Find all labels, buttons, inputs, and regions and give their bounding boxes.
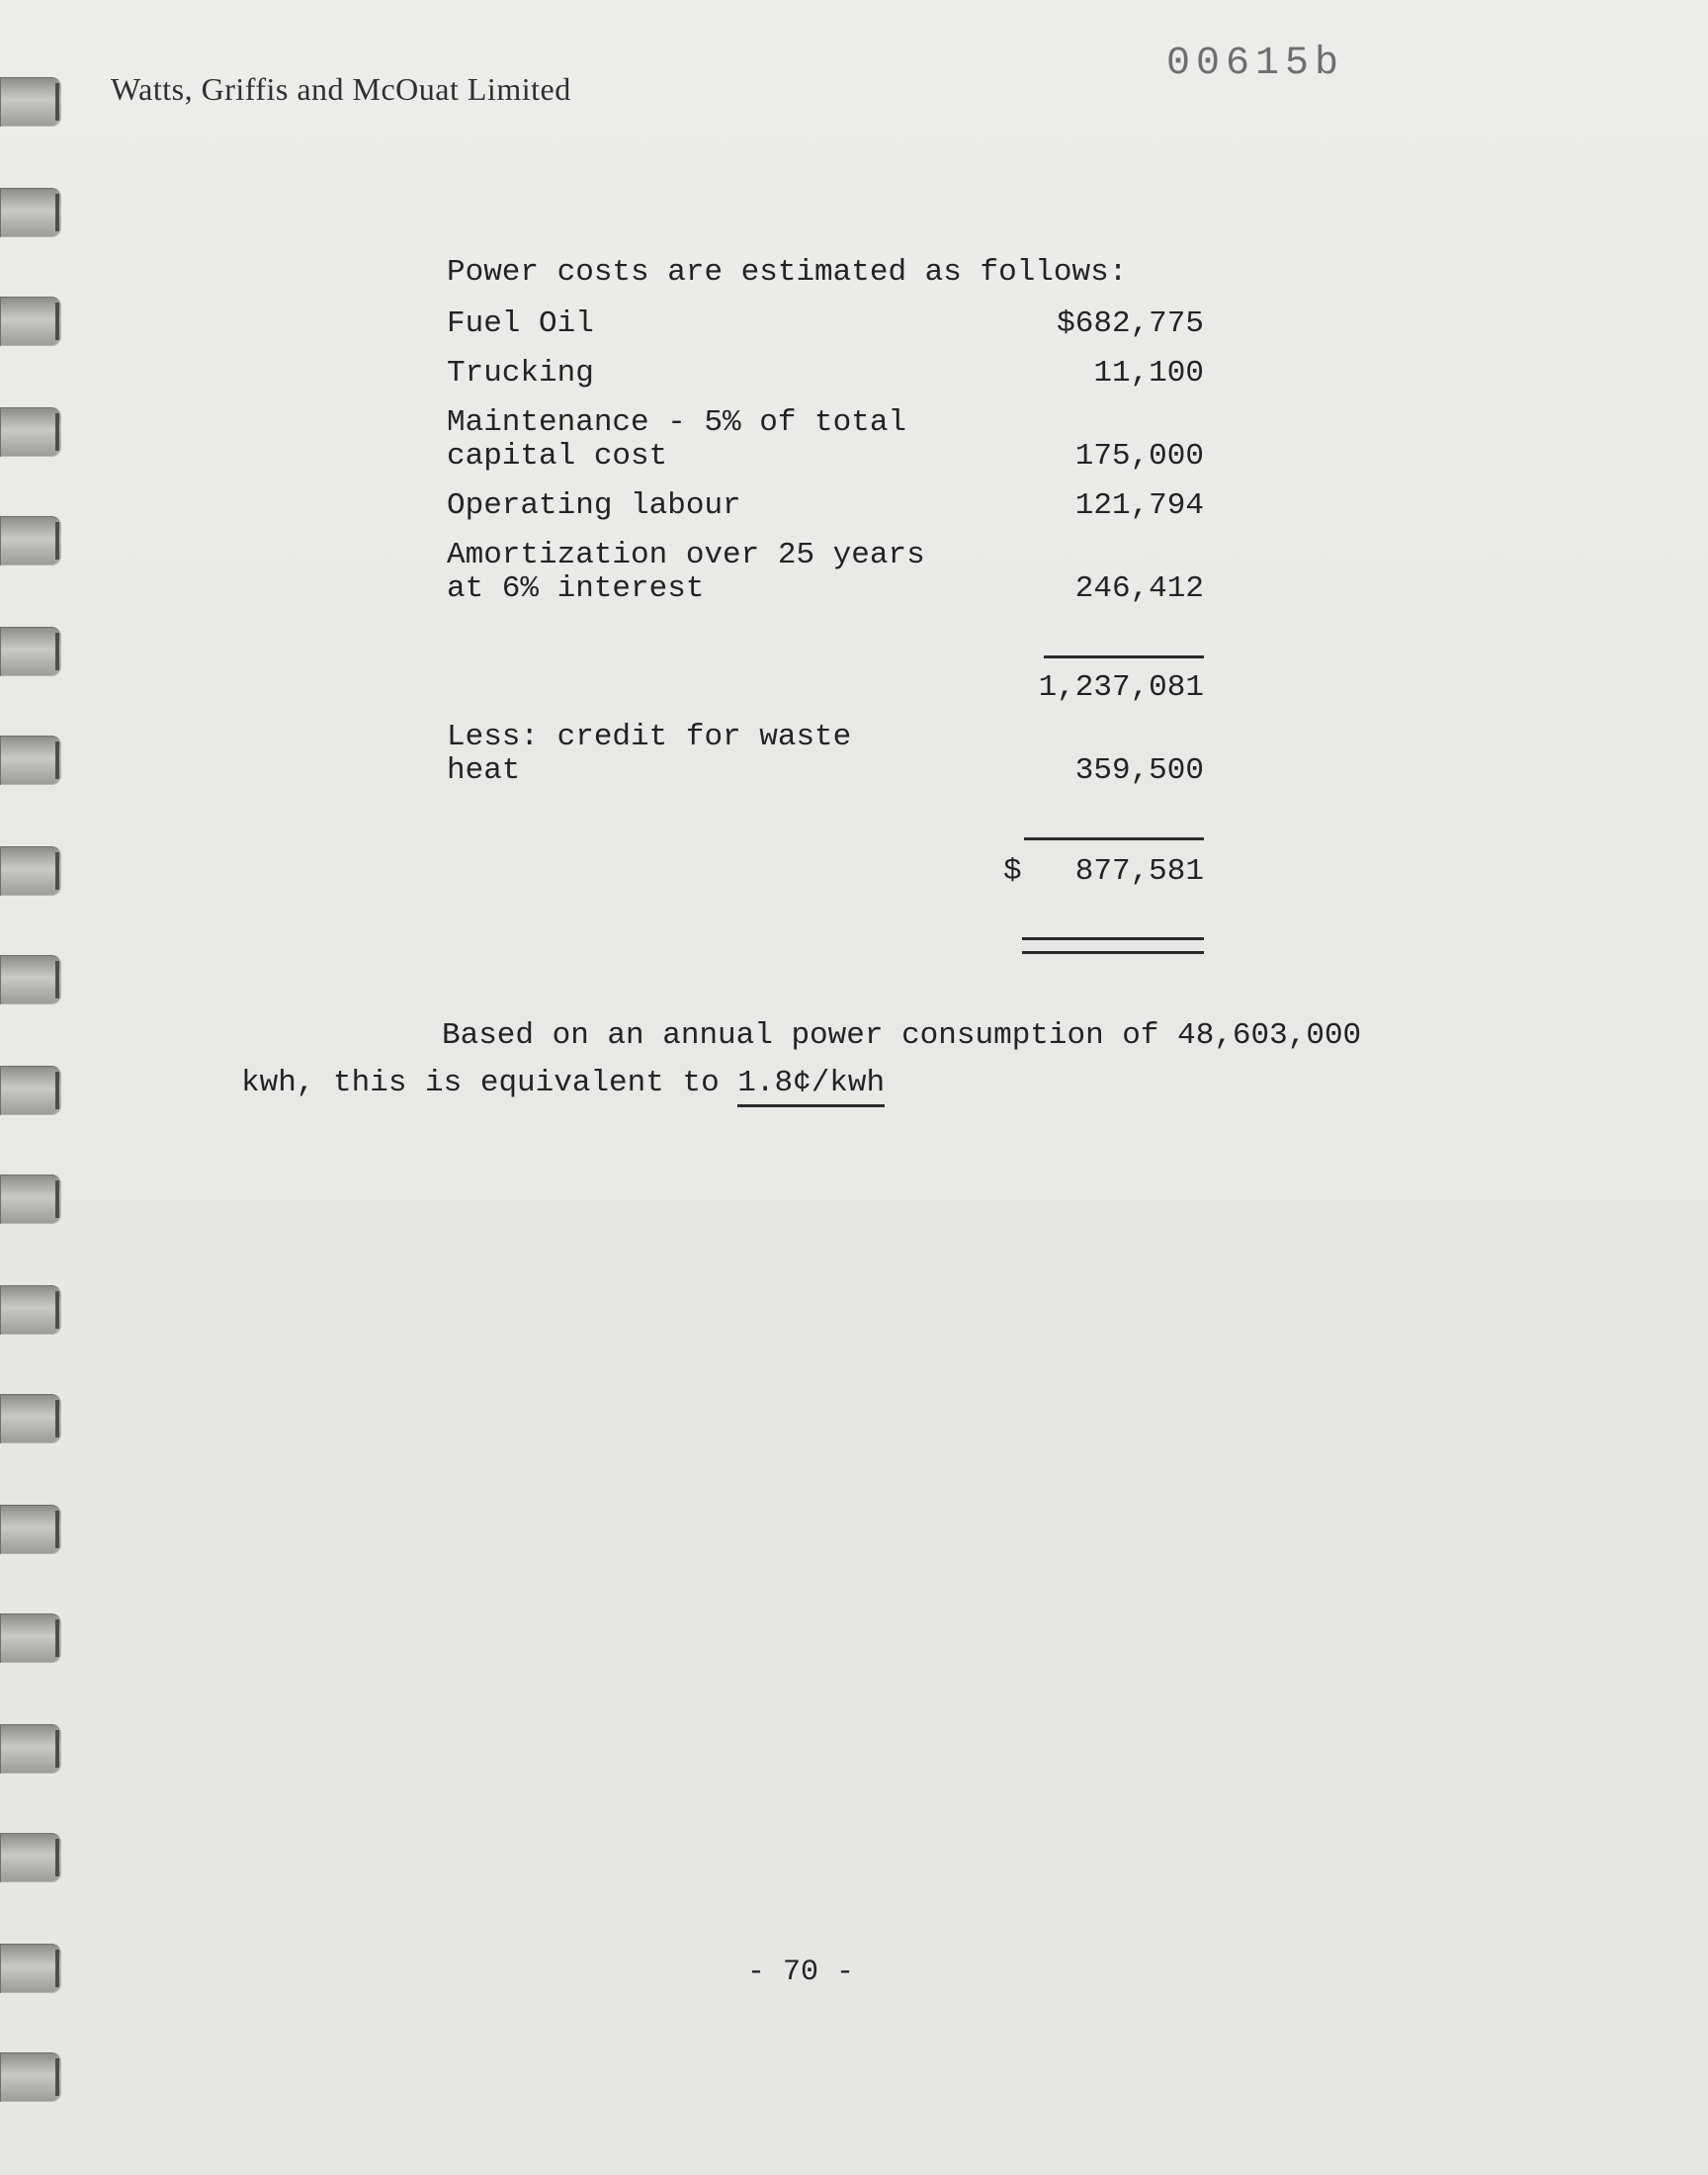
cost-per-kwh-rate: 1.8¢/kwh <box>737 1066 885 1107</box>
cost-item-value: $682,775 <box>1057 306 1204 341</box>
document-stamp-number: 00615b <box>1166 42 1345 86</box>
binding-ring <box>0 627 61 676</box>
cost-item-label: Fuel Oil <box>447 306 594 341</box>
binding-ring <box>0 1285 61 1335</box>
total-double-rule-bottom <box>1022 951 1204 954</box>
cost-item-value: 175,000 <box>1074 439 1204 474</box>
cost-item-label: Trucking <box>447 356 594 391</box>
binding-ring <box>0 1613 61 1663</box>
total-value: 877,581 <box>1074 854 1204 889</box>
binding-ring <box>0 297 61 346</box>
cost-item-value: 246,412 <box>1074 571 1204 606</box>
cost-item-label: Amortization over 25 years <box>447 538 925 572</box>
credit-label-continued: heat <box>447 753 521 788</box>
binding-ring <box>0 1505 61 1554</box>
total-rule <box>1024 837 1204 840</box>
total-double-rule-top <box>1022 937 1204 940</box>
binding-ring <box>0 188 61 237</box>
summary-paragraph-line2 <box>241 1066 885 1100</box>
binding-ring <box>0 77 61 127</box>
cost-item-label: Operating labour <box>447 488 741 523</box>
summary-paragraph-line1: Based on an annual power consumption of 48,603,000 <box>442 1018 1362 1053</box>
binding-ring <box>0 1724 61 1774</box>
cost-item-label-continued: capital cost <box>447 439 668 474</box>
cost-item-label: Maintenance - 5% of total <box>447 405 907 440</box>
cost-item-value: 11,100 <box>1093 356 1204 391</box>
total-currency-symbol: $ <box>1003 854 1022 889</box>
binding-ring <box>0 1394 61 1443</box>
page-number: - 70 - <box>747 1956 855 1989</box>
binding-ring <box>0 1944 61 1993</box>
binding-ring <box>0 2052 61 2102</box>
company-letterhead: Watts, Griffis and McOuat Limited <box>111 71 571 107</box>
credit-label: Less: credit for waste <box>447 720 852 754</box>
binding-ring <box>0 516 61 566</box>
binding-ring <box>0 1066 61 1115</box>
binding-ring <box>0 846 61 896</box>
subtotal-rule <box>1044 655 1204 658</box>
credit-value: 359,500 <box>1074 753 1204 788</box>
cost-item-value: 121,794 <box>1074 488 1204 523</box>
summary-paragraph-prefix: kwh, this is equivalent to <box>241 1066 738 1100</box>
cost-intro-text: Power costs are estimated as follows: <box>447 255 1128 290</box>
subtotal-value: 1,237,081 <box>1038 670 1204 705</box>
binding-ring <box>0 407 61 457</box>
binding-ring <box>0 955 61 1004</box>
binding-ring <box>0 1174 61 1224</box>
spiral-binding <box>0 0 69 2175</box>
cost-item-label-continued: at 6% interest <box>447 571 705 606</box>
binding-ring <box>0 1833 61 1882</box>
binding-ring <box>0 736 61 785</box>
